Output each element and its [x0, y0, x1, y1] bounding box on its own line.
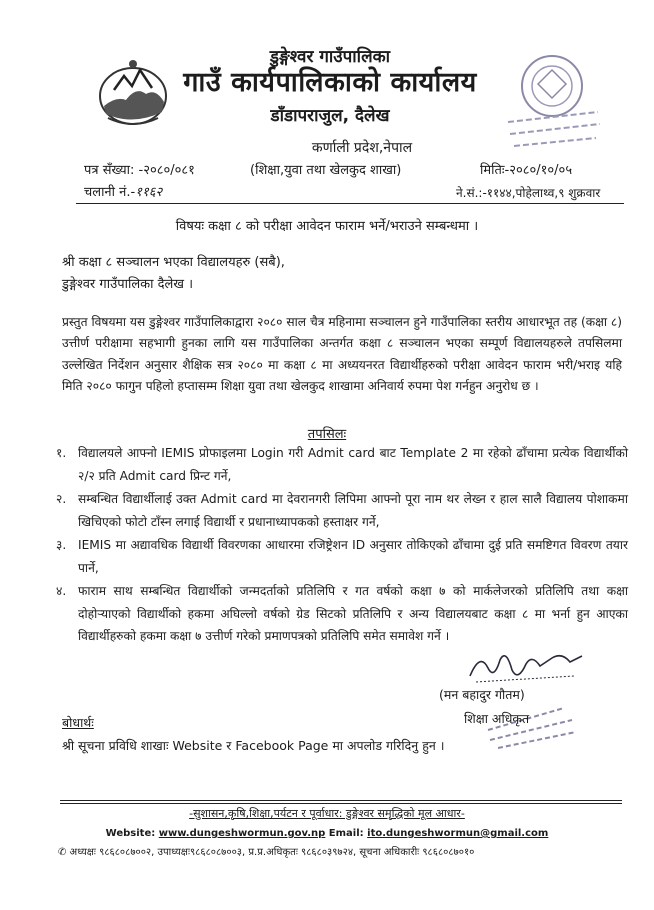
office-location: डाँडापराजुल, दैलेख [270, 106, 390, 126]
province-name: कर्णाली प्रदेश,नेपाल [311, 140, 413, 156]
email-link[interactable]: ito.dungeshwormun@gmail.com [367, 828, 549, 839]
signatory-name: (मन बहादुर गौतम) [439, 687, 525, 702]
details-heading: तपसिलः [307, 427, 347, 442]
municipality-name: डुङ्गेश्वर गाउँपालिका [269, 47, 391, 67]
office-name: गाउँ कार्यपालिकाको कार्यालय [183, 67, 477, 98]
list-item [56, 534, 628, 579]
footer-slogan: -सुशासन,कृषि,शिक्षा,पर्यटन र पूर्वाधार: डुङ्गेश्वर समृद्धिको मूल आधार- [189, 807, 465, 820]
footer-divider [60, 800, 622, 801]
list-item [56, 580, 628, 648]
list-item-number: १. [56, 446, 67, 460]
dispatch-label: चलानी नं.- [84, 185, 136, 200]
nepal-sambat-date: ने.सं.:-११४४,पोहेलाथ्व,९ शुक्रवार [456, 186, 601, 200]
office-stamp-icon [500, 38, 610, 158]
reference-number: पत्र सँख्या: -२०८०/०८१ [84, 163, 195, 178]
dispatch-value: ११६२ [135, 185, 163, 200]
notice-text: श्री सूचना प्रविधि शाखाः Website र Facebook Page मा अपलोड गरिदिनु हुन । [62, 738, 445, 753]
list-item-text: IEMIS मा अद्यावधिक विद्यार्थी विवरणका आधारमा रजिष्ट्रेशन ID अनुसार तोकिएको ढाँचामा दुई प्रति समष्टिगत विवरण तयार पार्ने, [78, 538, 628, 575]
list-item-number: २. [56, 492, 67, 506]
notice-label: बोधार्थः [62, 715, 94, 730]
signature-scrawl-icon [466, 646, 586, 686]
section-name: (शिक्षा,युवा तथा खेलकुद शाखा) [250, 163, 402, 178]
footer-phone-numbers: ✆ अध्यक्षः ९८६८०८७००२, उपाध्यक्षः९८६८०८७००३, प्र.प्र.अधिकृतः ९८६८०३९७२४, सूचना अधिकारीः ९८६८०८७०१० [58, 847, 475, 858]
letter-date: मितिः-२०८०/१०/०५ [480, 163, 573, 178]
footer-contact [0, 828, 654, 839]
list-item [56, 488, 628, 533]
list-item-text: सम्बन्धित विद्यार्थीलाई उक्त Admit card मा देवरानगरी लिपिमा आफ्नो पूरा नाम थर लेख्न र हाल सालै विद्यालय पोशाकमा खिचिएको फोटो टाँस्न लगाई विद्यार्थी र प्रधानाध्यापकको हस्ताक्षर गर्ने, [78, 492, 628, 529]
list-item-number: ४. [56, 584, 67, 598]
letter-subject: विषयः कक्षा ८ को परीक्षा आवेदन फाराम भर्ने/भराउने सम्बन्धमा । [175, 219, 479, 234]
dispatch-number [84, 182, 162, 200]
body-paragraph: प्रस्तुत विषयमा यस डुङ्गेश्वर गाउँपालिकाद्वारा २०८० साल चैत्र महिनामा सञ्चालन हुने गाउँपालिका स्तरीय आधारभूत तह (कक्षा ८) उत्तीर्ण परीक्षामा सहभागी हुनका लागि यस गाउँपालिका अन्तर्गत कक्षा ८ सञ्चालन भएका सम्पूर्ण विद्यालयहरुले तपसिलमा उल्लेखित निर्देशन अनुसार शैक्षिक सत्र २०८० मा कक्षा ८ मा अध्ययनरत विद्यार्थीहरुको परीक्षा आवेदन फाराम भरी/भराइ यहि मिति २०८० फागुन पहिलो हप्तासम्म शिक्षा युवा तथा खेलकुद शाखामा अनिवार्य रुपमा पेश गर्नहुन अनुरोध छ । [62, 315, 622, 394]
addressee-line-1: श्री कक्षा ८ सञ्चालन भएका विद्यालयहरु (सबै), [62, 255, 285, 270]
list-item-text: विद्यालयले आफ्नो IEMIS प्रोफाइलमा Login गरी Admit card बाट Template 2 मा रहेको ढाँचामा प्रत्येक विद्यार्थीको २/२ प्रति Admit card प्रिन्ट गर्ने, [78, 446, 628, 483]
signatory-title: शिक्षा अधिकृत [464, 711, 530, 726]
footer-divider [60, 803, 622, 804]
header-divider [76, 203, 624, 204]
addressee-line-2: डुङ्गेश्वर गाउँपालिका दैलेख । [62, 277, 194, 292]
website-label: Website: [105, 828, 159, 839]
list-item [56, 442, 628, 487]
list-item-number: ३. [56, 538, 67, 552]
website-link[interactable]: www.dungeshwormun.gov.np [158, 828, 326, 839]
email-label: Email: [325, 828, 368, 839]
list-item-text: फाराम साथ सम्बन्धित विद्यार्थीको जन्मदर्ताको प्रतिलिपि र गत वर्षको कक्षा ७ को मार्कलेजरको प्रतिलिपि तथा कक्षा दोहोऱ्याएको विद्यार्थीको हकमा अघिल्लो वर्षको ग्रेड सिटको प्रतिलिपि र अन्य विद्यालयबाट कक्षा ८ मा भर्ना हुन आएका विद्यार्थीहरुको हकमा कक्षा ७ उत्तीर्ण गरेको प्रमाणपत्रको प्रतिलिपि समेत समावेश गर्ने । [78, 584, 628, 644]
